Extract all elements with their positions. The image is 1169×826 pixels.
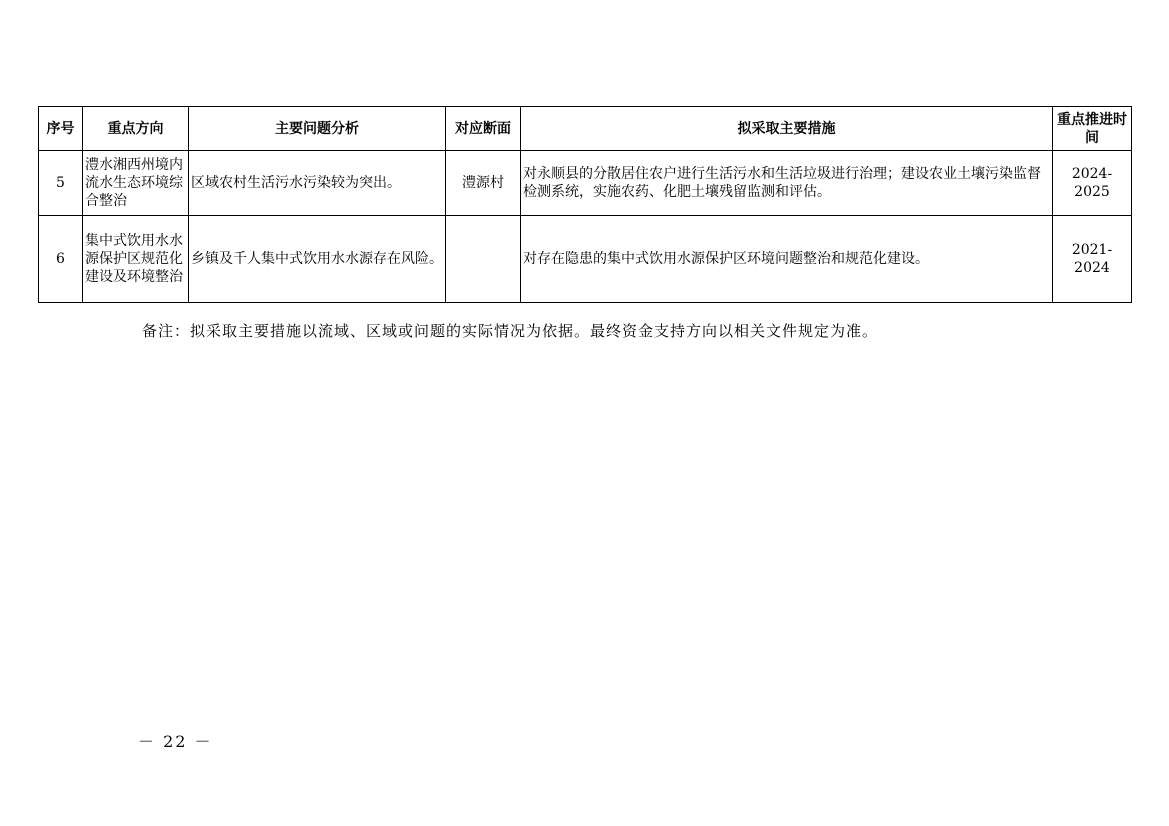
cell-problem: 区域农村生活污水污染较为突出。 <box>189 151 446 216</box>
cell-measures: 对永顺县的分散居住农户进行生活污水和生活垃圾进行治理；建设农业土壤污染监督检测系统，实施农药、化肥土壤残留监测和评估。 <box>521 151 1053 216</box>
table-row <box>39 216 1132 303</box>
cell-no: 6 <box>39 216 83 303</box>
header-no: 序号 <box>39 107 83 151</box>
cell-section <box>446 216 521 303</box>
header-period: 重点推进时间 <box>1053 107 1132 151</box>
page-number: － 22 － <box>138 732 213 751</box>
header-measures: 拟采取主要措施 <box>521 107 1053 151</box>
table-row <box>39 151 1132 216</box>
header-section: 对应断面 <box>446 107 521 151</box>
header-direction: 重点方向 <box>83 107 189 151</box>
cell-direction: 集中式饮用水水源保护区规范化建设及环境整治 <box>83 216 189 303</box>
cell-problem: 乡镇及千人集中式饮用水水源存在风险。 <box>189 216 446 303</box>
footnote: 备注：拟采取主要措施以流域、区域或问题的实际情况为依据。最终资金支持方向以相关文件规定为准。 <box>142 322 879 340</box>
cell-no: 5 <box>39 151 83 216</box>
cell-section: 澧源村 <box>446 151 521 216</box>
plan-table <box>38 106 1132 303</box>
header-problem: 主要问题分析 <box>189 107 446 151</box>
cell-measures: 对存在隐患的集中式饮用水源保护区环境问题整治和规范化建设。 <box>521 216 1053 303</box>
cell-period: 2021-2024 <box>1053 216 1132 303</box>
table-header-row <box>39 107 1132 151</box>
cell-period: 2024-2025 <box>1053 151 1132 216</box>
cell-direction: 澧水湘西州境内流水生态环境综合整治 <box>83 151 189 216</box>
